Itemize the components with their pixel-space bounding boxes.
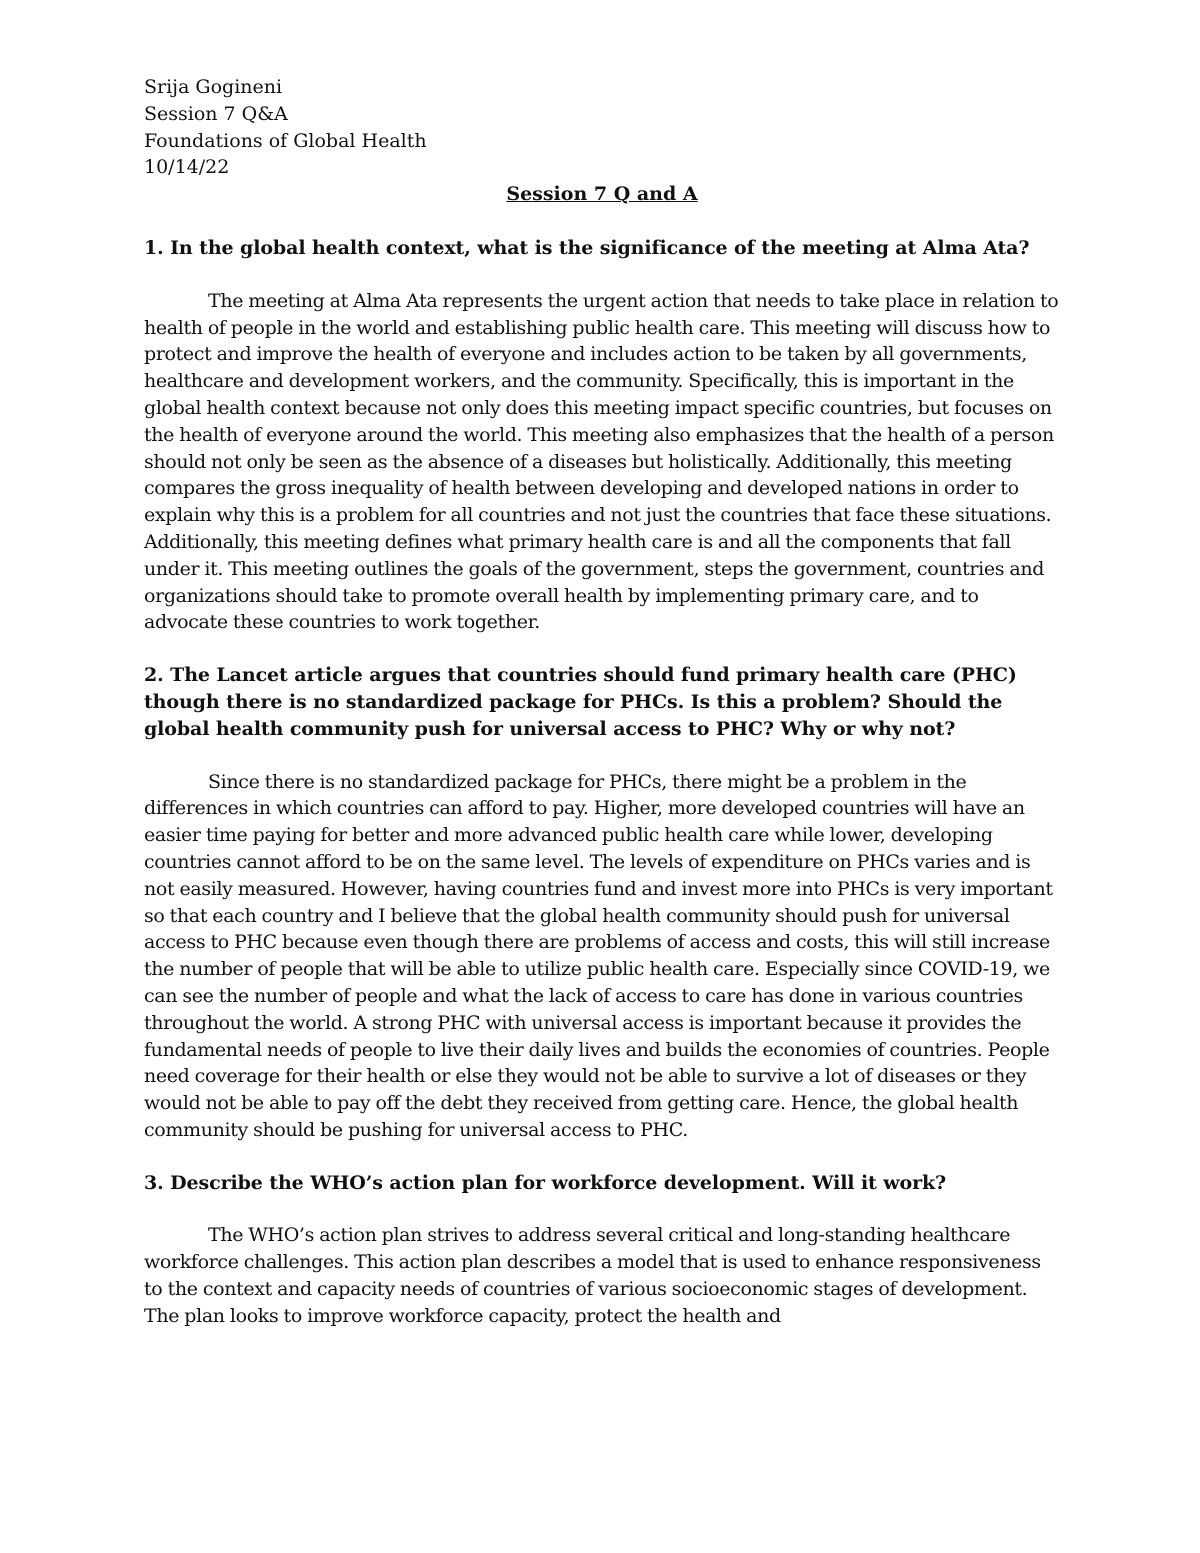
answer-2: Since there is no standardized package for PHCs, there might be a problem in the differences in which countries can afford to pay. Higher, more developed countries will have an easier time paying for better and more advanced public health care while lower, developing countries cannot afford to be on the same level. The levels of expenditure on PHCs varies and is not easily measured. However, having countries fund and invest more into PHCs is very important so that each country and I believe that the global health community should push for universal access to PHC because even though there are problems of access and costs, this will still increase the number of people that will be able to utilize public health care. Especially since COVID-19, we can see the number of people and what the lack of access to care has done in various countries throughout the world. A strong PHC with universal access is important because it provides the fundamental needs of people to live their daily lives and builds the economies of countries. People need coverage for their health or else they would not be able to survive a lot of diseases or they would not be able to pay off the debt they received from getting care. Hence, the global health community should be pushing for universal access to PHC.	[144, 770, 1053, 1141]
qa-section-1	[144, 235, 1060, 636]
assignment-name: Session 7 Q&A	[144, 102, 288, 125]
document-header	[144, 74, 1060, 181]
answer-1: The meeting at Alma Ata represents the urgent action that needs to take place in relation to health of people in the world and establishing public health care. This meeting will discuss how to protect and improve the health of everyone and includes action to be taken by all governments, healthcare and development workers, and the community. Specifically, this is important in the global health context because not only does this meeting impact specific countries, but focuses on the health of everyone around the world. This meeting also emphasizes that the health of a person should not only be seen as the absence of a diseases but holistically. Additionally, this meeting compares the gross inequality of health between developing and developed nations in order to explain why this is a problem for all countries and not just the countries that face these situations. Additionally, this meeting defines what primary health care is and all the components that fall under it. This meeting outlines the goals of the government, steps the government, countries and organizations should take to promote overall health by implementing primary care, and to advocate these countries to work together.	[144, 289, 1059, 634]
qa-section-2	[144, 662, 1060, 1144]
question-1: 1. In the global health context, what is the significance of the meeting at Alma Ata?	[144, 236, 1030, 259]
question-3: 3. Describe the WHO’s action plan for workforce development. Will it work?	[144, 1171, 947, 1194]
document-date: 10/14/22	[144, 156, 230, 179]
author-name: Srija Gogineni	[144, 76, 283, 98]
course-name: Foundations of Global Health	[144, 129, 427, 152]
document-page	[144, 74, 1060, 1330]
qa-section-3	[144, 1170, 1060, 1330]
question-2: 2. The Lancet article argues that countries should fund primary health care (PHC) though there is no standardized package for PHCs. Is this a problem? Should the global health community push for universal access to PHC? Why or why not?	[144, 664, 1017, 740]
answer-3: The WHO’s action plan strives to address several critical and long-standing healthcare workforce challenges. This action plan describes a model that is used to enhance responsiveness to the context and capacity needs of countries of various socioeconomic stages of development. The plan looks to improve workforce capacity, protect the health and	[144, 1224, 1041, 1327]
document-title: Session 7 Q and A	[506, 183, 698, 206]
